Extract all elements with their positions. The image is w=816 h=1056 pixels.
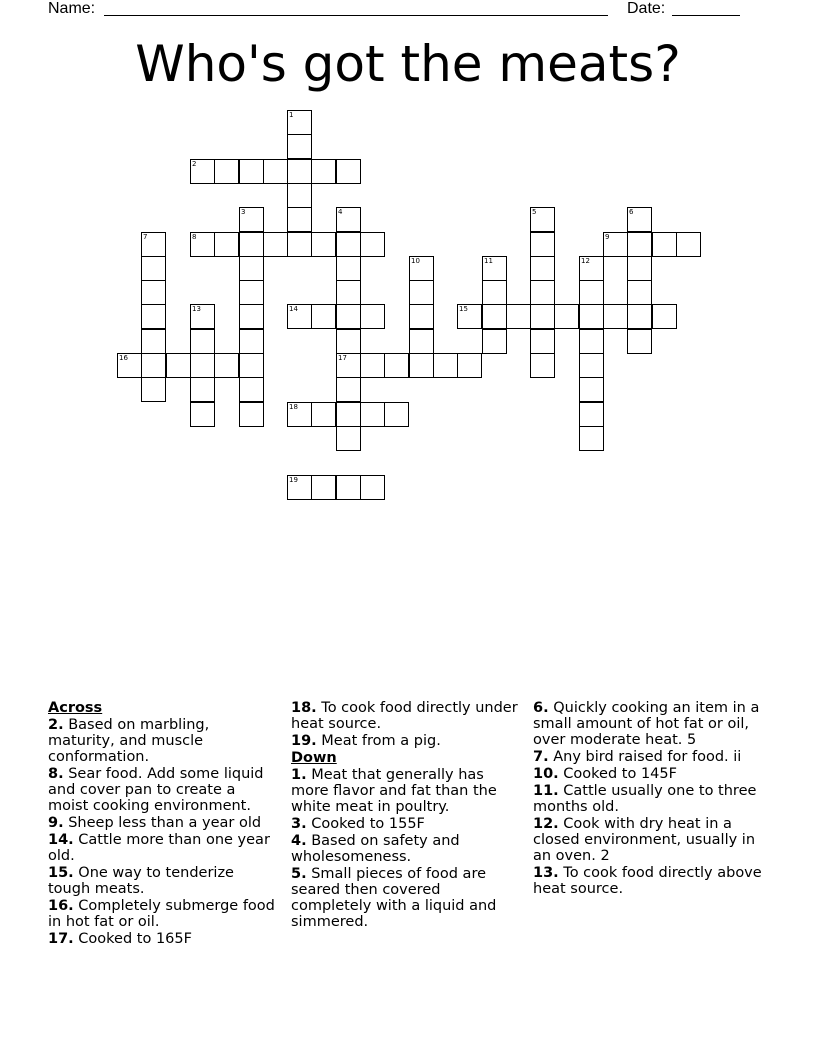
across-heading: Across (48, 700, 103, 716)
clue-down-10 (533, 766, 765, 782)
grid-cell[interactable] (166, 353, 191, 378)
clue-number-label: 18 (289, 403, 298, 411)
grid-cell[interactable] (603, 232, 628, 257)
clue-across-9 (48, 815, 280, 831)
clue-text: To cook food directly under heat source. (291, 700, 518, 732)
grid-cell[interactable] (530, 329, 555, 354)
grid-cell[interactable] (652, 304, 677, 329)
clue-text: Any bird raised for food. ii (553, 749, 742, 765)
grid-cell[interactable] (311, 402, 336, 427)
grid-cell[interactable] (239, 159, 264, 184)
grid-cell[interactable] (627, 256, 652, 281)
grid-cell[interactable] (239, 256, 264, 281)
grid-cell[interactable] (336, 256, 361, 281)
clue-number: 7. (533, 749, 549, 765)
clue-text: Sheep less than a year old (68, 815, 262, 831)
grid-cell[interactable] (482, 329, 507, 354)
grid-cell[interactable] (579, 377, 604, 402)
grid-cell[interactable] (627, 304, 652, 329)
grid-cell[interactable] (360, 304, 385, 329)
clue-across-2 (48, 717, 280, 765)
grid-cell[interactable] (287, 134, 312, 159)
grid-cell[interactable] (239, 232, 264, 257)
grid-cell[interactable] (627, 329, 652, 354)
clue-text: To cook food directly above heat source. (533, 865, 762, 897)
grid-cell[interactable] (239, 377, 264, 402)
grid-cell[interactable] (482, 304, 507, 329)
clue-across-8 (48, 766, 280, 814)
grid-cell[interactable] (311, 232, 336, 257)
grid-cell[interactable] (311, 475, 336, 500)
clue-down-6 (533, 700, 765, 748)
grid-cell[interactable] (530, 232, 555, 257)
grid-cell[interactable] (141, 353, 166, 378)
grid-cell[interactable] (336, 353, 361, 378)
grid-cell[interactable] (239, 280, 264, 305)
clue-number: 10. (533, 766, 559, 782)
clue-number-label: 12 (581, 257, 590, 265)
grid-cell[interactable] (627, 280, 652, 305)
grid-cell[interactable] (336, 377, 361, 402)
grid-cell[interactable] (457, 353, 482, 378)
grid-cell[interactable] (263, 159, 288, 184)
clue-number: 3. (291, 816, 307, 832)
grid-cell[interactable] (579, 402, 604, 427)
clue-number: 15. (48, 865, 74, 881)
grid-cell[interactable] (336, 475, 361, 500)
grid-cell[interactable] (239, 353, 264, 378)
grid-cell[interactable] (579, 304, 604, 329)
grid-cell[interactable] (141, 329, 166, 354)
grid-cell[interactable] (579, 256, 604, 281)
grid-cell[interactable] (336, 280, 361, 305)
grid-cell[interactable] (190, 329, 215, 354)
grid-cell[interactable] (530, 207, 555, 232)
grid-cell[interactable] (287, 475, 312, 500)
clue-number: 13. (533, 865, 559, 881)
clue-number: 14. (48, 832, 74, 848)
grid-cell[interactable] (239, 304, 264, 329)
clue-number-label: 5 (532, 208, 537, 216)
grid-cell[interactable] (287, 207, 312, 232)
clue-number: 16. (48, 898, 74, 914)
grid-cell[interactable] (311, 304, 336, 329)
clue-across-18 (291, 700, 523, 732)
clue-number-label: 6 (629, 208, 634, 216)
grid-cell[interactable] (652, 232, 677, 257)
crossword-grid (0, 0, 816, 520)
clue-number-label: 2 (192, 160, 197, 168)
clue-text: One way to tenderize tough meats. (48, 865, 234, 897)
clue-down-12 (533, 816, 765, 864)
grid-cell[interactable] (336, 232, 361, 257)
grid-cell[interactable] (141, 280, 166, 305)
grid-cell[interactable] (676, 232, 701, 257)
clue-text: Meat that generally has more flavor and fat than the white meat in poultry. (291, 767, 497, 815)
grid-cell[interactable] (263, 232, 288, 257)
clue-number: 19. (291, 733, 317, 749)
grid-cell[interactable] (336, 159, 361, 184)
clue-number-label: 16 (119, 354, 128, 362)
clue-number: 11. (533, 783, 559, 799)
grid-cell[interactable] (530, 280, 555, 305)
clue-number: 5. (291, 866, 307, 882)
grid-cell[interactable] (336, 402, 361, 427)
down-heading: Down (291, 750, 337, 766)
clue-text: Completely submerge food in hot fat or oil. (48, 898, 275, 930)
clue-text: Meat from a pig. (321, 733, 441, 749)
grid-cell[interactable] (287, 183, 312, 208)
grid-cell[interactable] (530, 256, 555, 281)
clue-down-11 (533, 783, 765, 815)
clues-column-1 (48, 700, 280, 948)
date-label: Date: (627, 0, 666, 17)
clue-number: 1. (291, 767, 307, 783)
clue-number-label: 15 (459, 305, 468, 313)
grid-cell[interactable] (384, 402, 409, 427)
grid-cell[interactable] (457, 304, 482, 329)
clue-number-label: 8 (192, 233, 197, 241)
grid-cell[interactable] (360, 353, 385, 378)
grid-cell[interactable] (409, 353, 434, 378)
grid-cell[interactable] (579, 280, 604, 305)
grid-cell[interactable] (384, 353, 409, 378)
grid-cell[interactable] (482, 280, 507, 305)
grid-cell[interactable] (554, 304, 579, 329)
grid-cell[interactable] (360, 232, 385, 257)
grid-cell[interactable] (409, 329, 434, 354)
clue-down-3 (291, 816, 523, 832)
clue-down-13 (533, 865, 765, 897)
grid-cell[interactable] (141, 377, 166, 402)
clue-down-4 (291, 833, 523, 865)
clue-number-label: 7 (143, 233, 148, 241)
grid-cell[interactable] (214, 353, 239, 378)
clue-down-7 (533, 749, 765, 765)
clue-text: Based on marbling, maturity, and muscle conformation. (48, 717, 210, 765)
clue-number-label: 11 (484, 257, 493, 265)
grid-cell[interactable] (141, 304, 166, 329)
grid-cell[interactable] (190, 402, 215, 427)
clue-number: 4. (291, 833, 307, 849)
grid-cell[interactable] (579, 329, 604, 354)
clue-text: Cattle usually one to three months old. (533, 783, 757, 815)
grid-cell[interactable] (239, 207, 264, 232)
clue-text: Quickly cooking an item in a small amount of hot fat or oil, over moderate heat. 5 (533, 700, 760, 748)
grid-cell[interactable] (360, 475, 385, 500)
grid-cell[interactable] (579, 353, 604, 378)
grid-cell[interactable] (409, 304, 434, 329)
clue-number-label: 17 (338, 354, 347, 362)
grid-cell[interactable] (506, 304, 531, 329)
clue-number-label: 1 (289, 111, 294, 119)
clue-text: Cooked to 155F (311, 816, 425, 832)
clue-number: 18. (291, 700, 317, 716)
clue-text: Cattle more than one year old. (48, 832, 270, 864)
clue-number-label: 14 (289, 305, 298, 313)
clue-number: 9. (48, 815, 64, 831)
clue-number-label: 9 (605, 233, 610, 241)
grid-cell[interactable] (190, 232, 215, 257)
clue-number-label: 19 (289, 476, 298, 484)
clue-number: 8. (48, 766, 64, 782)
grid-cell[interactable] (433, 353, 458, 378)
grid-cell[interactable] (360, 402, 385, 427)
grid-cell[interactable] (287, 159, 312, 184)
grid-cell[interactable] (287, 402, 312, 427)
clues-column-3 (533, 700, 765, 898)
clue-across-15 (48, 865, 280, 897)
grid-cell[interactable] (627, 207, 652, 232)
clue-across-14 (48, 832, 280, 864)
grid-cell[interactable] (117, 353, 142, 378)
clue-text: Cooked to 165F (78, 931, 192, 947)
clue-text: Based on safety and wholesomeness. (291, 833, 460, 865)
grid-cell[interactable] (190, 304, 215, 329)
clue-number-label: 4 (338, 208, 343, 216)
grid-cell[interactable] (530, 304, 555, 329)
grid-cell[interactable] (409, 280, 434, 305)
grid-cell[interactable] (287, 110, 312, 135)
clue-number-label: 10 (411, 257, 420, 265)
grid-cell[interactable] (141, 256, 166, 281)
grid-cell[interactable] (603, 304, 628, 329)
grid-cell[interactable] (214, 159, 239, 184)
clue-text: Small pieces of food are seared then covered completely with a liquid and simmered. (291, 866, 497, 930)
grid-cell[interactable] (190, 353, 215, 378)
grid-cell[interactable] (336, 426, 361, 451)
clue-number-label: 13 (192, 305, 201, 313)
grid-cell[interactable] (239, 329, 264, 354)
grid-cell[interactable] (239, 402, 264, 427)
grid-cell[interactable] (190, 159, 215, 184)
grid-cell[interactable] (190, 377, 215, 402)
clues-column-2 (291, 700, 523, 931)
grid-cell[interactable] (579, 426, 604, 451)
clue-down-5 (291, 866, 523, 930)
clue-across-19 (291, 733, 523, 749)
clue-text: Cooked to 145F (563, 766, 677, 782)
clue-text: Cook with dry heat in a closed environment, usually in an oven. 2 (533, 816, 756, 864)
grid-cell[interactable] (214, 232, 239, 257)
grid-cell[interactable] (287, 304, 312, 329)
name-label: Name: (48, 0, 96, 17)
page-title: Who's got the meats? (135, 35, 681, 93)
clue-down-1 (291, 767, 523, 815)
clue-across-17 (48, 931, 280, 947)
grid-cell[interactable] (311, 159, 336, 184)
grid-cell[interactable] (336, 304, 361, 329)
clue-text: Sear food. Add some liquid and cover pan to create a moist cooking environment. (48, 766, 264, 814)
clues-section (48, 700, 776, 960)
clue-number-label: 3 (241, 208, 246, 216)
grid-cell[interactable] (287, 232, 312, 257)
grid-cell[interactable] (530, 353, 555, 378)
clue-number: 2. (48, 717, 64, 733)
clue-number: 6. (533, 700, 549, 716)
grid-cell[interactable] (409, 256, 434, 281)
grid-cell[interactable] (141, 232, 166, 257)
grid-cell[interactable] (336, 329, 361, 354)
grid-cell[interactable] (482, 256, 507, 281)
grid-cell[interactable] (336, 207, 361, 232)
grid-cell[interactable] (627, 232, 652, 257)
clue-number: 12. (533, 816, 559, 832)
clue-across-16 (48, 898, 280, 930)
clue-number: 17. (48, 931, 74, 947)
